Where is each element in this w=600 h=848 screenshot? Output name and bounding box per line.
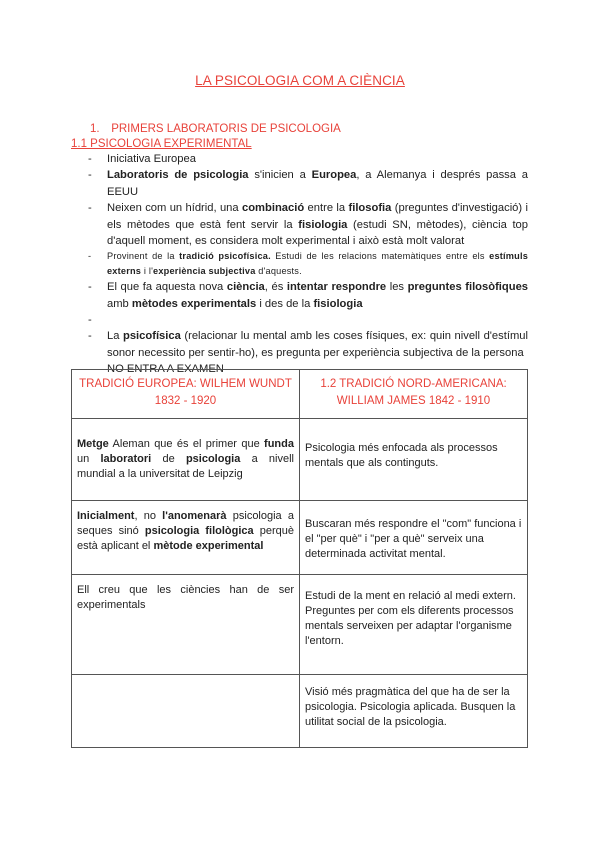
table-cell [72, 501, 300, 575]
bullet-text: i l' [141, 266, 154, 277]
cell-bold: l'anomenarà [162, 510, 227, 522]
list-item [88, 249, 528, 279]
table-row [72, 501, 528, 575]
bullet-text: La [107, 330, 123, 343]
cell-text: psicologia a seques sinó [77, 510, 294, 537]
bullet-text: , a Alemanya i després passa a EEUU [107, 169, 528, 198]
bullet-bold: ciència [226, 281, 265, 294]
list-item [88, 200, 528, 249]
bullet-text: (preguntes d'investigació) i els mètodes que està fent servir la [107, 202, 528, 231]
cell-text: un [77, 453, 101, 465]
cell-text: de [151, 453, 186, 465]
header-european-tradition: TRADICIÓ EUROPEA: WILHEM WUNDT 1832 - 1920 [72, 370, 300, 419]
header-north-american-tradition: 1.2 TRADICIÓ NORD-AMERICANA: WILLIAM JAMES 1842 - 1910 [300, 370, 528, 419]
bullet-text: Neixen com un hídrid, una [107, 202, 242, 215]
subsection-heading: 1.1 PSICOLOGIA EXPERIMENTAL [71, 138, 252, 150]
list-item [88, 167, 528, 200]
list-item [88, 279, 528, 312]
bullet-bold: intentar respondre [286, 281, 387, 294]
cell-bold: Metge [77, 438, 109, 450]
table-cell-empty [72, 675, 300, 748]
bullet-text: , és [264, 281, 287, 294]
bullet-bold: tradició psicofísica. [179, 251, 271, 262]
table-cell: Visió més pragmàtica del que ha de ser la psicologia. Psicologia aplicada. Busquen la utilitat social de la psicologia. [300, 675, 528, 748]
bullet-list [88, 151, 528, 377]
list-item [88, 151, 528, 167]
section-heading [90, 123, 341, 135]
table-row [72, 675, 528, 748]
bullet-text: les [386, 281, 408, 294]
bullet-text: Estudi de les relacions matemàtiques entre els [270, 251, 490, 262]
cell-bold: psicologia filològica [144, 525, 254, 537]
cell-bold: funda [264, 438, 294, 450]
bullet-bold: mètodes experimentals [131, 297, 257, 310]
list-item-empty [88, 312, 528, 328]
bullet-bold: psicofísica [123, 330, 181, 343]
bullet-text: Provinent de la [107, 251, 180, 262]
table-cell: Estudi de la ment en relació al medi extern. Preguntes per com els diferents processos mentals serveixen per adaptar l'organisme l'entorn. [300, 575, 528, 675]
cell-bold: Inicialment [77, 510, 135, 522]
bullet-bold: fisiologia [298, 218, 348, 231]
bullet-bold: combinació [242, 202, 305, 215]
bullet-bold: preguntes filosòfiques [407, 281, 529, 294]
cell-text: perquè està aplicant el [77, 525, 294, 552]
cell-bold: mètode experimental [153, 540, 264, 552]
bullet-text: El que fa aquesta nova [107, 281, 227, 294]
table-cell: Buscaran més respondre el "com" funciona i el "per què" i "per a què" serveix una determinada activitat mental. [300, 501, 528, 575]
bullet-text: amb [107, 297, 132, 310]
table-cell: Psicologia més enfocada als processos mentals que als continguts. [300, 419, 528, 501]
bullet-bold: Europea [311, 169, 357, 182]
bullet-text: s'inicien a [248, 169, 312, 182]
comparison-table [71, 369, 528, 748]
exam-note: NO ENTRA A EXAMEN [107, 363, 224, 376]
cell-text: Aleman que és el primer que [108, 438, 265, 450]
document-title: LA PSICOLOGIA COM A CIÈNCIA [195, 73, 405, 88]
bullet-bold: fisiologia [313, 297, 363, 310]
bullet-bold: estímuls externs [107, 251, 529, 277]
table-header-row [72, 370, 528, 419]
bullet-bold: Laboratoris de psicologia [107, 169, 249, 182]
cell-bold: psicologia [185, 453, 241, 465]
bullet-text: Iniciativa Europea [107, 153, 196, 165]
bullet-text: i des de la [256, 297, 314, 310]
table-cell [72, 419, 300, 501]
section-number: 1. [90, 123, 100, 135]
table-row [72, 575, 528, 675]
bullet-text: entre la [304, 202, 349, 215]
bullet-text: (relacionar lu mental amb les coses físiques, ex: quin nivell d'estímul sonor necessito per sentir-ho), es pregunta per experiència subjectiva de la persona [107, 330, 528, 359]
cell-text: a nivell mundial a la universitat de Leipzig [77, 453, 295, 480]
bullet-text: d'aquests. [255, 266, 302, 277]
table-row [72, 419, 528, 501]
bullet-bold: filosofia [348, 202, 392, 215]
cell-text: , no [134, 510, 163, 522]
section-title: PRIMERS LABORATORIS DE PSICOLOGIA [111, 123, 341, 135]
bullet-bold: experiència subjectiva [153, 266, 256, 277]
cell-bold: laboratori [100, 453, 152, 465]
table-cell: Ell creu que les ciències han de ser experimentals [72, 575, 300, 675]
bullet-text: (estudi SN, mètodes), ciència top d'aquell moment, es considera molt experimental i això està molt valorat [107, 218, 529, 248]
